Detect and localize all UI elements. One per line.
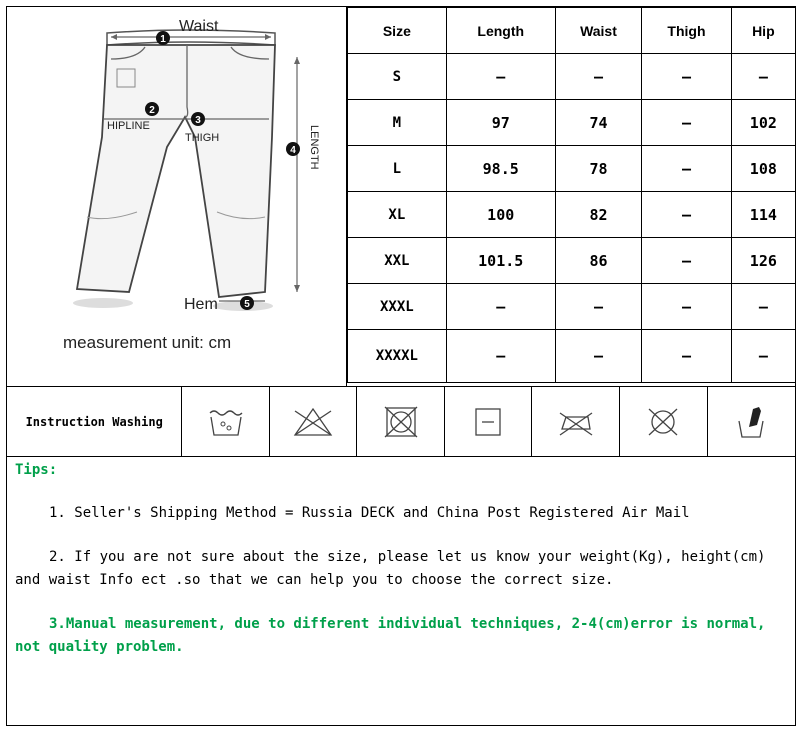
thigh-cell: – — [642, 238, 731, 284]
pants-diagram — [7, 7, 347, 386]
waist-label: Waist — [179, 18, 219, 35]
size-cell: XL — [348, 192, 447, 238]
hip-cell: 108 — [731, 146, 795, 192]
table-row — [348, 330, 796, 383]
hand-wash-icon — [708, 387, 796, 456]
tip-shipping: 1. Seller's Shipping Method = Russia DECK and China Post Registered Air Mail — [49, 505, 690, 521]
marker-1: 1 — [160, 34, 166, 45]
thigh-cell: – — [642, 284, 731, 330]
size-cell: XXL — [348, 238, 447, 284]
tip-measurement-line1: 3.Manual measurement, due to different individual techniques, 2-4(cm)error is normal, — [49, 616, 766, 632]
marker-5: 5 — [244, 299, 250, 310]
size-cell: M — [348, 100, 447, 146]
waist-cell: 86 — [555, 238, 642, 284]
tip-size-line2: and waist Info ect .so that we can help you to choose the correct size. — [15, 572, 614, 588]
size-table — [347, 7, 796, 383]
length-cell: 101.5 — [446, 238, 555, 284]
waist-cell: – — [555, 284, 642, 330]
hip-cell: 102 — [731, 100, 795, 146]
hip-cell: – — [731, 284, 795, 330]
marker-3: 3 — [195, 115, 201, 126]
no-dry-clean-icon — [620, 387, 708, 456]
length-cell: – — [446, 330, 555, 383]
hem-label: Hem — [184, 296, 218, 313]
thigh-cell: – — [642, 54, 731, 100]
waist-cell: 78 — [555, 146, 642, 192]
thigh-cell: – — [642, 100, 731, 146]
washing-label: Instruction Washing — [7, 387, 182, 456]
header-size: Size — [348, 8, 447, 54]
hip-cell: – — [731, 330, 795, 383]
tips-panel — [6, 456, 796, 726]
waist-cell: 74 — [555, 100, 642, 146]
header-length: Length — [446, 8, 555, 54]
size-cell: S — [348, 54, 447, 100]
tips-heading: Tips: — [15, 462, 58, 478]
waist-cell: 82 — [555, 192, 642, 238]
size-cell: L — [348, 146, 447, 192]
hip-cell: 126 — [731, 238, 795, 284]
header-waist: Waist — [555, 8, 642, 54]
waist-cell: – — [555, 54, 642, 100]
table-header-row — [348, 8, 796, 54]
no-bleach-icon — [270, 387, 358, 456]
hipline-label: HIPLINE — [107, 120, 150, 132]
no-tumble-dry-icon — [357, 387, 445, 456]
thigh-cell: – — [642, 330, 731, 383]
thigh-cell: – — [642, 192, 731, 238]
hip-cell: – — [731, 54, 795, 100]
table-row — [348, 284, 796, 330]
size-cell: XXXL — [348, 284, 447, 330]
header-thigh: Thigh — [642, 8, 731, 54]
wash-30-icon — [182, 387, 270, 456]
length-cell: 100 — [446, 192, 555, 238]
table-row — [348, 192, 796, 238]
marker-2: 2 — [149, 105, 155, 116]
length-cell: 98.5 — [446, 146, 555, 192]
pants-illustration — [7, 7, 347, 327]
length-label: LENGTH — [308, 125, 320, 170]
thigh-label: THIGH — [185, 132, 220, 144]
header-hip: Hip — [731, 8, 795, 54]
unit-note: measurement unit: cm — [63, 333, 232, 352]
tip-measurement-line2: not quality problem. — [15, 639, 184, 655]
table-row — [348, 146, 796, 192]
washing-instructions-row — [6, 387, 796, 457]
table-row — [348, 54, 796, 100]
waist-cell: – — [555, 330, 642, 383]
length-cell: – — [446, 54, 555, 100]
table-row — [348, 238, 796, 284]
size-cell: XXXXL — [348, 330, 447, 383]
length-cell: – — [446, 284, 555, 330]
low-iron-icon — [532, 387, 620, 456]
table-row — [348, 100, 796, 146]
length-cell: 97 — [446, 100, 555, 146]
hip-cell: 114 — [731, 192, 795, 238]
tip-size-line1: 2. If you are not sure about the size, please let us know your weight(Kg), height(cm) — [49, 549, 766, 565]
thigh-cell: – — [642, 146, 731, 192]
dry-flat-icon — [445, 387, 533, 456]
size-chart-panel — [6, 6, 796, 387]
marker-4: 4 — [290, 145, 296, 156]
